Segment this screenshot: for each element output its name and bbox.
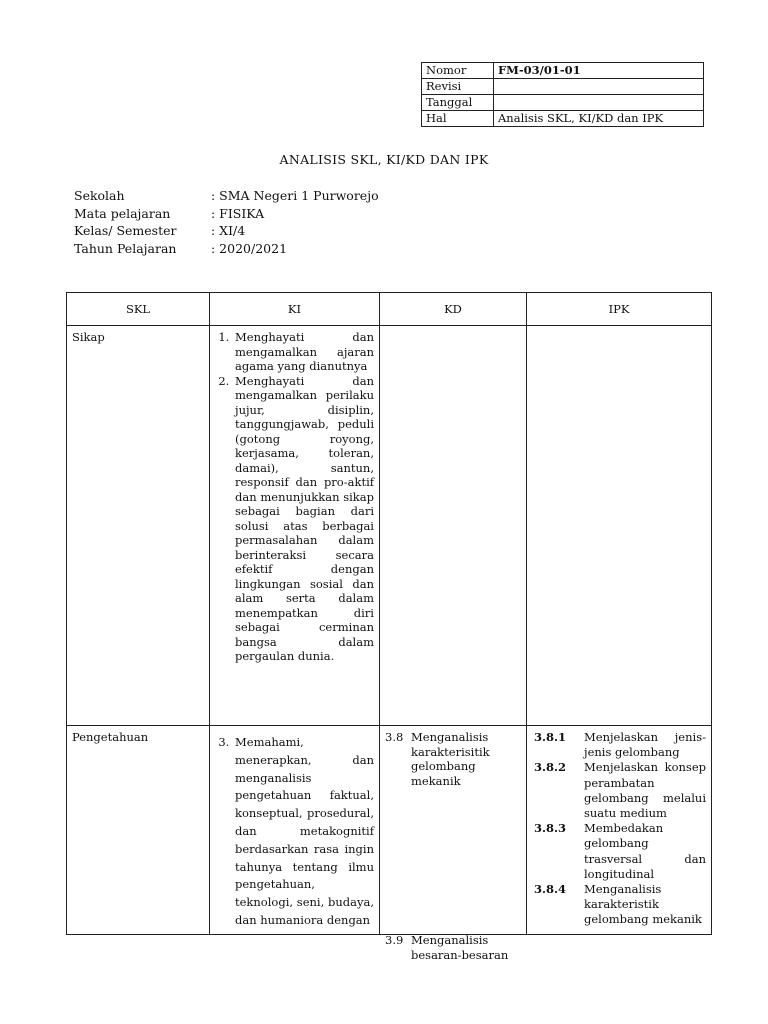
kd-item <box>385 730 521 788</box>
ipk-code: 3.8.3 <box>534 821 567 836</box>
table-row-sikap <box>67 326 712 726</box>
ipk-item <box>532 730 706 760</box>
meta-value <box>494 79 704 95</box>
info-value: : FISIKA <box>211 205 265 221</box>
info-value: : SMA Negeri 1 Purworejo <box>211 188 379 203</box>
table-row-pengetahuan <box>67 726 712 935</box>
kd-cell <box>380 326 527 726</box>
ki-item-2: 2. Menghayati dan mengamalkan perilaku jujur, disiplin, tanggungjawab, peduli (gotong royong, kerjasama, toleran, damai), santun, responsif dan pro-aktif dan menunjukkan sikap sebagai bagian dari solusi atas berbagai permasalahan dalam berinteraksi secara efektif dengan lingkungan sosial dan alam serta dalam menempatkan diri sebagai cerminan bangsa dalam pergaulan dunia. <box>233 374 374 664</box>
info-row-class <box>74 222 379 240</box>
kd-item <box>385 933 521 962</box>
ipk-item <box>532 760 706 821</box>
document-info <box>74 187 379 257</box>
ki-list <box>215 734 374 930</box>
meta-key: Nomor <box>422 63 494 79</box>
meta-value: Analisis SKL, KI/KD dan IPK <box>494 111 704 127</box>
ipk-text: Menjelaskan konsep perambatan gelombang melalui suatu medium <box>584 760 706 821</box>
analysis-table <box>66 292 712 962</box>
header-ipk: IPK <box>527 293 712 326</box>
meta-key: Hal <box>422 111 494 127</box>
ipk-text: Membedakan gelombang trasversal dan longitudinal <box>584 821 706 881</box>
ipk-text: Menjelaskan jenis-jenis gelombang <box>584 730 706 760</box>
kd-cell <box>380 726 527 962</box>
ki-cell <box>210 326 380 726</box>
ipk-text: Menganalisis karakteristik gelombang mekanik <box>584 882 702 927</box>
ipk-cell <box>527 726 712 935</box>
meta-row-revisi <box>422 79 704 95</box>
header-kd: KD <box>380 293 527 326</box>
meta-row-tanggal <box>422 95 704 111</box>
info-value: : 2020/2021 <box>211 240 288 256</box>
kd-code: 3.9 <box>385 933 404 947</box>
ki-list <box>215 330 374 664</box>
info-value: : XI/4 <box>211 223 246 238</box>
ipk-code: 3.8.2 <box>534 760 567 775</box>
meta-row-nomor <box>422 63 704 79</box>
meta-key: Tanggal <box>422 95 494 111</box>
meta-key: Revisi <box>422 79 494 95</box>
info-row-year <box>74 240 379 258</box>
ipk-code: 3.8.1 <box>534 730 567 744</box>
skl-cell: Pengetahuan <box>67 726 210 935</box>
info-row-school <box>74 187 379 205</box>
ipk-cell <box>527 326 712 726</box>
ipk-item <box>532 821 706 882</box>
kd-text: Menganalisis besaran-besaran <box>411 933 509 962</box>
ki-item-1: 1. Menghayati dan mengamalkan ajaran agama yang dianutnya <box>233 330 374 374</box>
header-skl: SKL <box>67 293 210 326</box>
info-row-subject <box>74 205 379 223</box>
ipk-code: 3.8.4 <box>534 882 567 897</box>
header-ki: KI <box>210 293 380 326</box>
meta-value: FM-03/01-01 <box>494 63 704 79</box>
info-label: Mata pelajaran <box>74 205 171 221</box>
kd-code: 3.8 <box>385 730 404 744</box>
info-label: Kelas/ Semester <box>74 223 177 238</box>
document-title: ANALISIS SKL, KI/KD DAN IPK <box>279 152 489 167</box>
info-label: Tahun Pelajaran <box>74 240 177 256</box>
meta-value <box>494 95 704 111</box>
ki-cell <box>210 726 380 935</box>
meta-row-hal <box>422 111 704 127</box>
skl-cell: Sikap <box>67 326 210 726</box>
ki-item-3: 3. Memahami, menerapkan, dan menganalisis pengetahuan faktual, konseptual, prosedural, dan metakognitif berdasarkan rasa ingin tahunya tentang ilmu pengetahuan, teknologi, seni, budaya, dan humaniora dengan <box>233 734 374 930</box>
info-label: Sekolah <box>74 188 125 203</box>
table-header-row <box>67 293 712 326</box>
document-meta-table <box>421 62 704 127</box>
kd-text: Menganalisis karakterisitik gelombang mekanik <box>411 730 490 788</box>
ipk-item <box>532 882 706 928</box>
